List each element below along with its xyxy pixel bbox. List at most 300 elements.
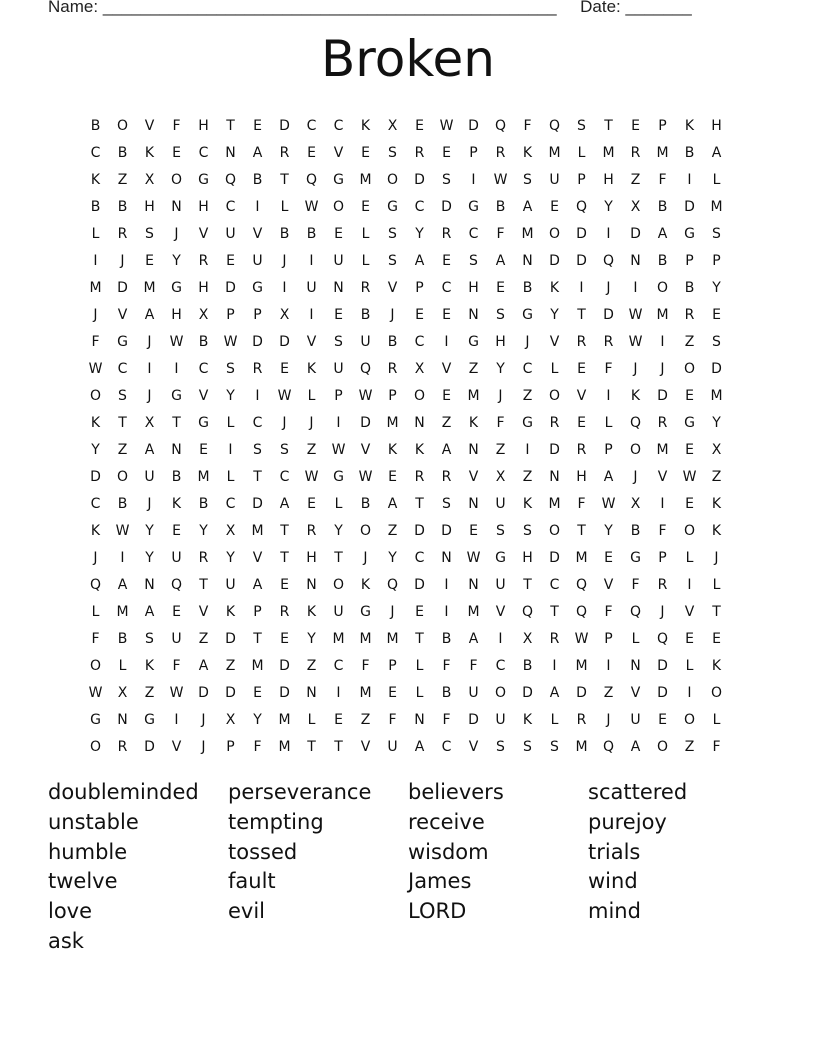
grid-letter: N [468,307,479,323]
grid-letter: Y [226,388,235,404]
grid-letter: E [442,388,451,404]
grid-letter: G [333,172,344,188]
grid-letter: H [576,469,587,485]
grid-letter: E [685,442,694,458]
grid-letter: C [414,550,425,566]
grid-letter: J [282,253,287,269]
grid-letter: I [444,604,449,620]
grid-letter: V [603,577,614,593]
grid-letter: L [307,388,316,404]
grid-letter: R [576,334,587,350]
grid-letter: U [495,496,506,512]
grid-letter: C [225,496,236,512]
grid-letter: B [441,631,452,647]
grid-letter: T [577,307,586,323]
grid-letter: B [495,199,506,215]
grid-letter: F [604,361,613,377]
grid-letter: K [225,604,236,620]
grid-letter: I [633,280,638,296]
grid-letter: Q [494,118,507,134]
grid-letter: A [468,631,479,647]
grid-letter: E [496,280,505,296]
grid-letter: Y [415,226,424,242]
grid-letter: J [390,604,395,620]
grid-letter: D [414,172,425,188]
grid-letter: F [172,118,181,134]
grid-letter: Z [522,469,533,485]
grid-letter: B [630,523,641,539]
grid-letter: T [334,739,343,755]
grid-letter: F [253,739,262,755]
grid-letter: B [360,307,371,323]
grid-letter: Q [305,172,318,188]
grid-letter: W [169,334,184,350]
grid-letter: H [468,280,479,296]
grid-letter: S [523,739,532,755]
grid-letter: P [577,172,586,188]
grid-letter: Z [306,658,317,674]
name-blank[interactable]: ________________________________________________ [102,0,557,16]
grid-letter: Q [575,199,588,215]
grid-letter: H [522,550,533,566]
grid-letter: E [280,361,289,377]
grid-letter: E [388,685,397,701]
grid-letter: M [386,415,399,431]
grid-letter: R [603,334,614,350]
grid-letter: M [467,604,480,620]
grid-letter: V [333,145,344,161]
grid-letter: N [225,145,236,161]
grid-letter: B [171,469,182,485]
grid-letter: O [170,172,183,188]
grid-letter: O [332,199,345,215]
grid-letter: Q [656,631,669,647]
grid-letter: Y [388,550,397,566]
grid-letter: N [441,550,452,566]
grid-letter: C [90,496,101,512]
grid-letter: U [252,253,263,269]
grid-letter: Q [170,577,183,593]
grid-letter: Y [145,523,154,539]
grid-letter: O [548,226,561,242]
grid-letter: X [144,172,155,188]
grid-letter: L [415,685,424,701]
grid-letter: G [198,415,209,431]
grid-letter: G [522,307,533,323]
word-list-item: twelve [48,869,118,894]
grid-letter: M [656,307,669,323]
grid-letter: D [468,118,479,134]
grid-letter: R [657,577,668,593]
grid-letter: D [279,685,290,701]
grid-letter: V [252,226,263,242]
grid-letter: U [495,712,506,728]
grid-letter: D [468,712,479,728]
grid-letter: S [145,631,154,647]
grid-letter: L [712,172,721,188]
grid-letter: E [334,307,343,323]
grid-letter: G [522,415,533,431]
grid-letter: A [144,307,155,323]
grid-letter: O [683,712,696,728]
grid-letter: Z [441,415,452,431]
grid-letter: Z [198,631,209,647]
grid-letter: N [144,577,155,593]
grid-letter: X [144,415,155,431]
grid-letter: Y [496,361,505,377]
grid-letter: C [252,415,263,431]
grid-letter: M [359,172,372,188]
grid-letter: V [468,739,479,755]
grid-letter: L [118,658,127,674]
grid-letter: C [495,658,506,674]
grid-letter: K [387,442,398,458]
grid-letter: I [309,253,314,269]
grid-letter: Y [226,550,235,566]
grid-letter: R [549,415,560,431]
grid-letter: Z [684,334,695,350]
grid-letter: B [252,172,263,188]
grid-letter: R [387,361,398,377]
grid-letter: I [606,388,611,404]
word-list-item: tempting [228,809,324,834]
grid-letter: A [603,469,614,485]
grid-letter: B [657,199,668,215]
grid-letter: X [630,199,641,215]
grid-letter: W [304,469,319,485]
grid-letter: L [280,199,289,215]
grid-letter: R [279,145,290,161]
grid-letter: P [253,307,262,323]
grid-letter: Q [575,577,588,593]
grid-letter: N [171,199,182,215]
grid-letter: U [306,280,317,296]
grid-letter: G [252,280,263,296]
word-list-item: receive [408,809,485,834]
grid-letter: A [387,496,398,512]
grid-letter: F [712,739,721,755]
date-blank[interactable]: _______ [625,0,692,16]
grid-letter: E [253,685,262,701]
grid-letter: K [684,118,695,134]
grid-letter: Y [199,523,208,539]
grid-letter: S [496,523,505,539]
word-list-item: scattered [588,780,688,804]
word-list-item: purejoy [588,809,667,834]
grid-letter: I [120,550,125,566]
grid-letter: M [116,604,129,620]
grid-letter: B [522,658,533,674]
grid-letter: T [253,631,262,647]
grid-letter: T [280,172,289,188]
grid-letter: D [549,253,560,269]
grid-letter: C [198,361,209,377]
date-label: Date: [580,0,621,16]
grid-letter: D [549,550,560,566]
grid-letter: M [710,388,723,404]
grid-letter: S [388,253,397,269]
grid-letter: T [712,604,721,620]
word-list-item: LORD [408,899,467,924]
grid-letter: K [414,442,425,458]
grid-letter: K [522,145,533,161]
grid-letter: A [549,685,560,701]
grid-letter: N [468,496,479,512]
grid-letter: G [468,334,479,350]
grid-letter: X [387,118,398,134]
grid-letter: W [223,334,238,350]
grid-letter: E [415,118,424,134]
grid-letter: C [333,658,344,674]
grid-letter: W [88,361,103,377]
grid-letter: E [280,631,289,647]
grid-letter: B [198,334,209,350]
grid-letter: E [604,550,613,566]
grid-letter: C [333,118,344,134]
grid-letter: D [711,361,722,377]
grid-letter: V [387,280,398,296]
grid-letter: W [439,118,454,134]
grid-letter: F [91,631,100,647]
grid-letter: U [225,226,236,242]
grid-letter: N [468,577,479,593]
grid-letter: B [306,226,317,242]
grid-letter: R [252,361,263,377]
grid-letter: L [91,604,100,620]
grid-letter: U [360,334,371,350]
grid-letter: G [90,712,101,728]
grid-letter: I [552,658,557,674]
word-list-item: wisdom [408,839,489,864]
grid-letter: B [387,334,398,350]
grid-letter: Z [522,388,533,404]
grid-letter: N [549,469,560,485]
grid-letter: K [90,415,101,431]
grid-letter: V [306,334,317,350]
grid-letter: E [685,631,694,647]
grid-letter: V [171,739,182,755]
grid-letter: E [685,388,694,404]
grid-letter: J [147,496,152,512]
grid-letter: U [171,550,182,566]
grid-letter: D [441,199,452,215]
grid-letter: V [360,442,371,458]
word-list-item: fault [228,869,276,894]
grid-letter: I [606,226,611,242]
grid-letter: Z [144,685,155,701]
grid-letter: L [361,226,370,242]
grid-letter: E [145,253,154,269]
grid-letter: T [280,523,289,539]
grid-letter: F [469,658,478,674]
grid-letter: Q [548,118,561,134]
grid-letter: Y [307,631,316,647]
grid-letter: P [334,388,343,404]
grid-letter: Y [334,523,343,539]
grid-letter: A [252,577,263,593]
grid-letter: V [549,334,560,350]
grid-letter: H [603,172,614,188]
grid-letter: I [471,172,476,188]
grid-letter: R [360,280,371,296]
grid-letter: I [255,199,260,215]
grid-letter: D [279,118,290,134]
grid-letter: J [606,712,611,728]
grid-letter: F [604,604,613,620]
grid-letter: T [604,118,613,134]
grid-letter: U [495,577,506,593]
grid-letter: F [388,712,397,728]
grid-letter: X [630,496,641,512]
grid-letter: I [687,685,692,701]
grid-letter: V [252,550,263,566]
grid-letter: M [89,280,102,296]
grid-letter: D [225,631,236,647]
grid-letter: L [685,658,694,674]
grid-letter: A [522,199,533,215]
grid-letter: P [226,739,235,755]
grid-letter: L [604,415,613,431]
grid-letter: P [658,118,667,134]
grid-letter: T [172,415,181,431]
grid-letter: F [442,712,451,728]
grid-letter: L [226,469,235,485]
grid-letter: I [444,577,449,593]
grid-letter: W [466,550,481,566]
grid-letter: S [388,145,397,161]
grid-letter: J [93,550,98,566]
grid-letter: W [682,469,697,485]
grid-letter: M [278,739,291,755]
grid-letter: U [333,253,344,269]
grid-letter: R [117,226,128,242]
grid-letter: X [117,685,128,701]
grid-letter: O [548,523,561,539]
grid-letter: O [710,685,723,701]
grid-letter: C [414,199,425,215]
grid-letter: G [468,199,479,215]
grid-letter: O [656,280,669,296]
grid-letter: I [606,658,611,674]
grid-letter: W [574,631,589,647]
grid-letter: R [441,469,452,485]
grid-letter: P [226,307,235,323]
grid-letter: E [253,118,262,134]
grid-letter: E [550,199,559,215]
grid-letter: S [118,388,127,404]
grid-letter: E [199,442,208,458]
grid-letter: J [93,307,98,323]
grid-letter: N [522,253,533,269]
grid-letter: G [171,280,182,296]
grid-letter: E [685,496,694,512]
grid-letter: W [88,685,103,701]
grid-letter: J [390,307,395,323]
grid-letter: Q [224,172,237,188]
grid-letter: D [225,685,236,701]
grid-letter: Y [712,280,721,296]
grid-letter: V [468,469,479,485]
grid-letter: J [606,280,611,296]
grid-letter: M [359,631,372,647]
grid-letter: J [147,388,152,404]
grid-letter: V [495,604,506,620]
grid-letter: E [712,631,721,647]
grid-letter: O [116,469,129,485]
grid-letter: Y [604,523,613,539]
grid-letter: I [174,712,179,728]
grid-letter: R [117,739,128,755]
grid-letter: E [334,226,343,242]
grid-letter: T [415,631,424,647]
grid-letter: I [255,388,260,404]
grid-letter: I [174,361,179,377]
grid-letter: K [630,388,641,404]
grid-letter: T [199,577,208,593]
grid-letter: A [414,253,425,269]
grid-letter: I [579,280,584,296]
grid-letter: L [415,658,424,674]
grid-letter: L [334,496,343,512]
grid-letter: M [251,658,264,674]
grid-letter: I [660,496,665,512]
grid-letter: L [685,550,694,566]
grid-letter: V [198,226,209,242]
grid-letter: K [90,172,101,188]
grid-letter: I [93,253,98,269]
grid-letter: O [89,739,102,755]
grid-letter: A [441,442,452,458]
grid-letter: M [467,388,480,404]
grid-letter: M [656,145,669,161]
word-list-item: believers [408,780,504,804]
grid-letter: A [117,577,128,593]
grid-letter: L [712,712,721,728]
word-list-item: wind [588,869,638,894]
grid-letter: B [90,199,101,215]
grid-letter: D [441,523,452,539]
grid-letter: I [228,442,233,458]
grid-letter: R [306,523,317,539]
grid-letter: K [171,496,182,512]
grid-letter: R [630,145,641,161]
grid-letter: X [711,442,722,458]
grid-letter: D [657,388,668,404]
grid-letter: J [201,739,206,755]
grid-letter: J [147,334,152,350]
grid-letter: G [171,388,182,404]
grid-letter: M [575,739,588,755]
grid-letter: W [358,388,373,404]
grid-letter: R [198,253,209,269]
grid-letter: H [144,199,155,215]
grid-letter: N [306,685,317,701]
grid-letter: C [522,361,533,377]
grid-letter: P [604,442,613,458]
grid-letter: E [307,145,316,161]
grid-letter: L [226,415,235,431]
grid-letter: R [684,307,695,323]
grid-letter: W [115,523,130,539]
grid-letter: F [442,658,451,674]
grid-letter: A [252,145,263,161]
grid-letter: C [441,280,452,296]
grid-letter: A [414,739,425,755]
grid-letter: P [388,658,397,674]
grid-letter: V [630,685,641,701]
grid-letter: N [333,280,344,296]
grid-letter: H [711,118,722,134]
